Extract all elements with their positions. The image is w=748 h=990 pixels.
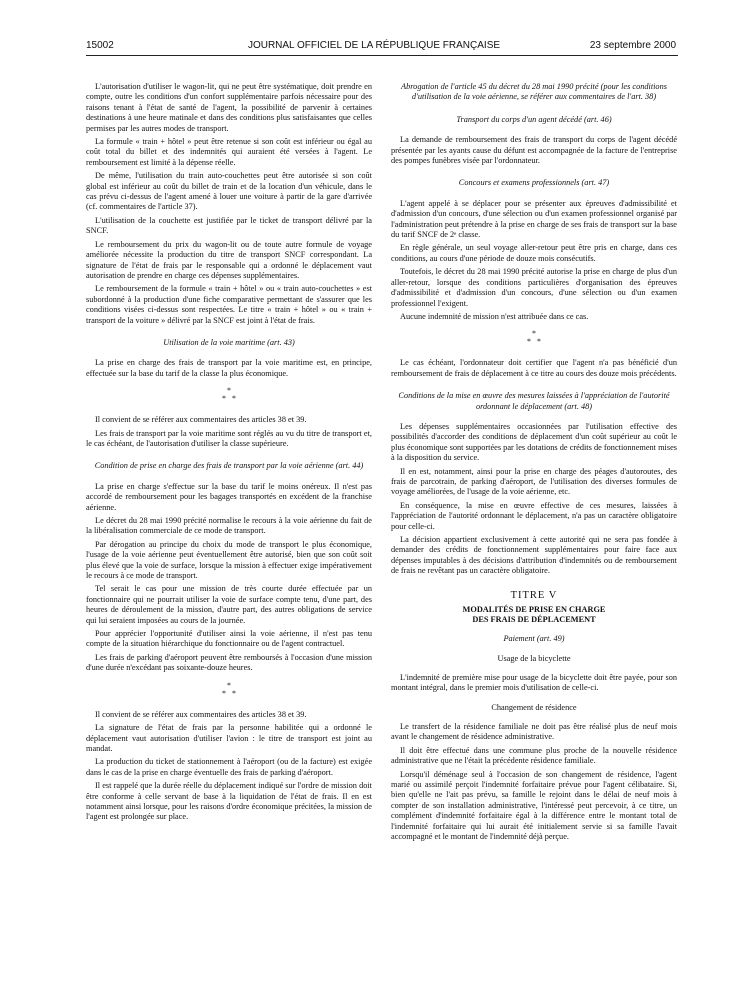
section-heading: Condition de prise en charge des frais de transport par la voie aérienne (art. 44) xyxy=(94,461,364,471)
section-separator: * * * xyxy=(527,329,541,347)
section-separator: * * * xyxy=(222,386,236,404)
header-rule xyxy=(86,55,678,56)
section-heading: Paiement (art. 49) xyxy=(503,633,565,643)
paragraph: La prise en charge des frais de transport par la voie maritime est, en principe, effectuée sur la base du tarif de la classe la plus économique. xyxy=(86,358,372,378)
paragraph: Les frais de parking d'aéroport peuvent être remboursés à l'occasion d'une mission d'une durée n'excédant pas soixante-douze heures. xyxy=(86,652,372,673)
title-heading: TITRE V xyxy=(510,589,558,601)
title-subheading: MODALITÉS DE PRISE EN CHARGE DES FRAIS DE DÉPLACEMENT xyxy=(462,605,606,625)
left-column xyxy=(86,82,372,826)
paragraph: Le transfert de la résidence familiale ne doit pas être réalisé plus de neuf mois avant le changement de résidence administrative. xyxy=(391,721,677,742)
section-heading: Abrogation de l'article 45 du décret du 28 mai 1990 précité (pour les conditions d'utilisation de la voie aérienne, se référer aux commentaires de l'art. 38) xyxy=(401,82,667,102)
section-heading: Conditions de la mise en œuvre des mesures laissées à l'appréciation de l'autorité ordonnant le déplacement (art. 48) xyxy=(398,391,670,411)
right-column xyxy=(391,82,677,845)
paragraph: La prise en charge s'effectue sur la base du tarif le moins onéreux. Il n'est pas accordé de remboursement pour les bagages transportés en excédent de la franchise aérienne. xyxy=(86,481,372,512)
paragraph: Il est rappelé que la durée réelle du déplacement indiqué sur l'ordre de mission doit être conforme à celle servant de base à la liquidation de l'état de frais. Il en est notamment ainsi lorsque, pour les raisons d'ordre économique précitées, la mission de l'agent est prolongée sur place. xyxy=(86,781,372,822)
paragraph: La formule « train + hôtel » peut être retenue si son coût est inférieur ou égal au coût total du billet et des indemnités qui auraient été versées à l'agent. Le remboursement est limité à la dépense réelle. xyxy=(86,137,372,167)
paragraph: Aucune indemnité de mission n'est attribuée dans ce cas. xyxy=(400,311,589,321)
journal-title: JOURNAL OFFICIEL DE LA RÉPUBLIQUE FRANÇAISE xyxy=(247,40,501,51)
section-separator: * * * xyxy=(222,680,236,698)
paragraph: Il convient de se référer aux commentaires des articles 38 et 39. xyxy=(95,709,307,719)
paragraph: Le remboursement de la formule « train + hôtel » ou « train auto-couchettes » est subordonné à la production d'une fiche comparative permettant de s'assurer que les conditions visées ci-dessus sont respectées. Le titre « train + hôtel » ou « train + transport de la voiture » délivré par la SNCF est joint à l'état de frais. xyxy=(86,284,372,325)
paragraph: Par dérogation au principe du choix du mode de transport le plus économique, l'usage de la voie aérienne peut éventuellement être autorisé, bien que son coût soit plus élevé que la voie de surface, lorsque la mission à effectuer exige impérativement le recours à ce mode de transport. xyxy=(86,539,372,581)
subsection-heading: Changement de résidence xyxy=(491,703,577,713)
paragraph: De même, l'utilisation du train auto-couchettes peut être autorisée si son coût global est inférieur au coût du billet de train et de la location d'un véhicule, dans le cas prévu ci-dessus de l'agent amené à louer une voiture à partir de la gare d'arrivée (cf. commentaires de l'article 37). xyxy=(86,171,372,212)
paragraph: La décision appartient exclusivement à cette autorité qui ne sera pas fondée à demander des crédits de fonctionnement supplémentaires pour faire face aux dépenses imputables à des décisions d'attribution d'indemnités ou de remboursement de frais ne revêtant pas un caractère obligatoire. xyxy=(391,535,677,576)
paragraph: Il doit être effectué dans une commune plus proche de la nouvelle résidence administrative que ne l'était la précédente résidence familiale. xyxy=(391,745,677,766)
paragraph: En conséquence, la mise en œuvre effective de ces mesures, laissées à l'appréciation de l'autorité ordonnant le déplacement, n'a pas un caractère obligatoire pour celle-ci. xyxy=(391,500,677,531)
paragraph: Les dépenses supplémentaires occasionnées par l'utilisation effective des possibilités d'accorder des conditions de déplacement d'un coût supérieur au coût le plus économique sont supportées par les dotations de crédits de fonctionnement mises à la disposition du service. xyxy=(391,421,677,463)
paragraph: Lorsqu'il déménage seul à l'occasion de son changement de résidence, l'agent marié ou assimilé perçoit l'indemnité forfaitaire prévue pour l'agent célibataire. Si, bien qu'elle ne l'ait pas prévu, sa famille le rejoint dans le délai de neuf mois à compter de son installation administrative, l'intéressé peut percevoir, à ce titre, un complément d'indemnité forfaitaire égal à la différence entre le montant total de l'indemnité forfaitaire qui lui aurait été initialement servie si sa famille l'avait accompagné et le montant de l'indemnité déjà perçue. xyxy=(391,769,677,841)
paragraph: La demande de remboursement des frais de transport du corps de l'agent décédé présentée par les ayants cause du défunt est accompagnée de la facture de l'entreprise des pompes funèbres visée par l'ordonnateur. xyxy=(391,135,677,166)
subsection-heading: Usage de la bicyclette xyxy=(497,654,571,664)
paragraph: L'indemnité de première mise pour usage de la bicyclette doit être payée, pour son montant intégral, dans le premier mois d'utilisation de celle-ci. xyxy=(391,672,677,693)
paragraph: Le cas échéant, l'ordonnateur doit certifier que l'agent n'a pas bénéficié d'un remboursement de frais de déplacement à ce titre au cours des douze mois précédents. xyxy=(391,358,677,378)
paragraph: La signature de l'état de frais par la personne habilitée qui a ordonné le déplacement vaut autorisation d'utiliser l'avion : le titre de transport est joint au mandat. xyxy=(86,723,372,753)
paragraph: Il en est, notamment, ainsi pour la prise en charge des péages d'autoroutes, des frais de parcotrain, de parking d'aéroport, de l'utilisation des diverses formules de voyage améliorées, de l'usage de la voie aérienne, etc. xyxy=(391,466,677,497)
issue-date: 23 septembre 2000 xyxy=(589,40,676,51)
paragraph: En règle générale, un seul voyage aller-retour peut être pris en charge, dans ces conditions, au cours d'une période de douze mois consécutifs. xyxy=(391,243,677,263)
paragraph: Le remboursement du prix du wagon-lit ou de toute autre formule de voyage améliorée nécessite la production du titre de transport SNCF correspondant. La signature de l'état de frais par le responsable qui a ordonné le déplacement vaut autorisation de prendre en charge ces dépenses supplémentaires. xyxy=(86,239,372,280)
paragraph: Tel serait le cas pour une mission de très courte durée effectuée par un fonctionnaire qui ne pourrait utiliser la voie de surface compte tenu, d'une part, des heures de déroulement de la mission, d'autre part, des autres obligations de service qui lui seraient imposées au cours de la journée. xyxy=(86,584,372,625)
paragraph: La production du ticket de stationnement à l'aéroport (ou de la facture) est exigée dans le cas de la prise en charge éventuelle des frais de parking d'aéroport. xyxy=(86,757,372,777)
paragraph: L'utilisation de la couchette est justifiée par le ticket de transport délivré par la SNCF. xyxy=(86,215,372,236)
section-heading: Concours et examens professionnels (art. 47) xyxy=(458,178,610,188)
paragraph: Toutefois, le décret du 28 mai 1990 précité autorise la prise en charge de plus d'un aller-retour, lorsque des conditions particulières d'organisation des épreuves d'admissibilité et d'admission d'un concours, d'une sélection ou d'un examen professionnel l'exigent. xyxy=(391,267,677,308)
page-number: 15002 xyxy=(86,40,114,51)
section-heading: Transport du corps d'un agent décédé (art. 46) xyxy=(456,114,612,124)
paragraph: L'agent appelé à se déplacer pour se présenter aux épreuves d'admissibilité et d'admission d'un concours, d'une sélection ou d'un examen professionnel organisé par l'administration peut prétendre à la prise en charge de ses frais de transport sur la base du tarif SNCF de 2ᵉ classe. xyxy=(391,198,677,240)
paragraph: Les frais de transport par la voie maritime sont réglés au vu du titre de transport et, le cas échéant, de l'autorisation d'utiliser la classe supérieure. xyxy=(86,428,372,448)
section-heading: Utilisation de la voie maritime (art. 43) xyxy=(163,337,295,347)
paragraph: Il convient de se référer aux commentaires des articles 38 et 39. xyxy=(95,415,307,425)
paragraph: Pour apprécier l'opportunité d'utiliser ainsi la voie aérienne, il n'est pas tenu compte de la situation hiérarchique du fonctionnaire ou de l'agent contractuel. xyxy=(86,629,372,649)
paragraph: Le décret du 28 mai 1990 précité normalise le recours à la voie aérienne du fait de la libéralisation commerciale de ce mode de transport. xyxy=(86,516,372,536)
paragraph: L'autorisation d'utiliser le wagon-lit, qui ne peut être systématique, doit prendre en compte, outre les conditions d'un confort supplémentaire parfois nécessaire pour des raisons tenant à l'état de santé de l'agent, la possibilité de parvenir à certaines destinations à une heure matinale et dans des conditions plus satisfaisantes que celles permises par les autres modes de transport. xyxy=(86,82,372,133)
